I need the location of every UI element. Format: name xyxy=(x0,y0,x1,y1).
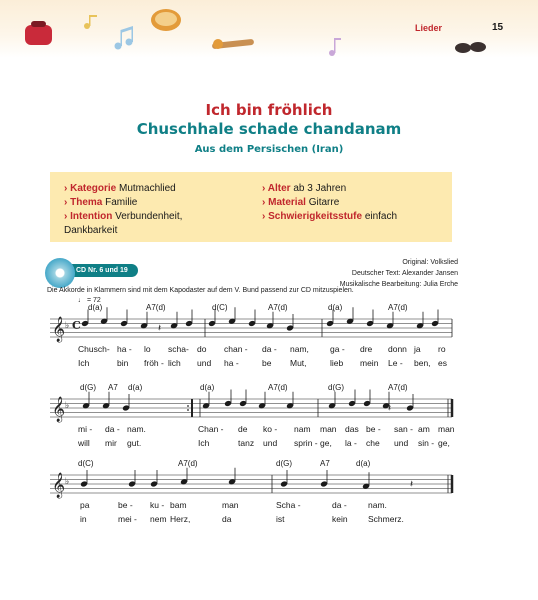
chord-symbol: A7(d) xyxy=(146,303,166,312)
lyric-verse2: lich xyxy=(168,358,181,368)
lyric-verse1: ku - xyxy=(150,500,165,510)
lyric-verse1: dre xyxy=(360,344,373,354)
repeat-dot xyxy=(187,409,189,411)
lyric-verse2: es xyxy=(438,358,447,368)
lyric-verse2: sin - xyxy=(418,438,435,448)
chord-symbol: d(G) xyxy=(328,383,344,392)
lyric-verse2: la - xyxy=(345,438,357,448)
chord-symbol: d(a) xyxy=(356,459,371,468)
lyric-verse1: Scha - xyxy=(276,500,301,510)
lyric-verse1: de xyxy=(238,424,248,434)
lyric-verse1: be - xyxy=(118,500,133,510)
info-schwierigkeit: › Schwierigkeitsstufe einfach xyxy=(262,210,397,223)
song-title-original: Chuschhale schade chandanam xyxy=(136,120,402,138)
time-signature: C xyxy=(72,319,81,332)
repeat-dot xyxy=(187,405,189,407)
cd-track-label: CD Nr. 6 und 19 xyxy=(62,264,138,277)
lyric-verse1: nam, xyxy=(290,344,309,354)
lyric-verse1: da - xyxy=(262,344,277,354)
lyric-verse1: nam. xyxy=(368,500,387,510)
lyric-verse2: in xyxy=(80,514,87,524)
lyric-verse1: das xyxy=(345,424,359,434)
treble-clef: 𝄞 xyxy=(52,317,66,342)
lyric-verse2: und xyxy=(263,438,278,448)
lyric-verse2: Ich xyxy=(78,358,90,368)
lyric-verse1: Chan - xyxy=(198,424,224,434)
song-origin: Aus dem Persischen (Iran) xyxy=(194,144,344,155)
chord-symbol: d(C) xyxy=(78,459,94,468)
chord-symbol: A7(d) xyxy=(268,383,288,392)
lyric-verse2: be xyxy=(262,358,272,368)
lyric-verse1: nam xyxy=(294,424,311,434)
chord-symbol: A7 xyxy=(320,459,330,468)
song-credits: Original: Volkslied Deutscher Text: Alexander Jansen Musikalische Bearbeitung: Julia Erche xyxy=(339,259,458,288)
lyric-verse2: lieb xyxy=(330,358,344,368)
lyric-verse1: ja xyxy=(414,344,421,354)
lyric-verse1: ha - xyxy=(117,344,132,354)
flat-key-signature: ♭ xyxy=(65,477,70,487)
lyric-verse1: Chusch- xyxy=(78,344,110,354)
lyric-verse1: da - xyxy=(105,424,120,434)
lyric-verse2: ge, xyxy=(438,438,450,448)
lyric-verse1: am xyxy=(418,424,430,434)
lyric-verse1: man xyxy=(222,500,239,510)
lyric-verse1: san - xyxy=(394,424,413,434)
lyric-verse1: scha- xyxy=(168,344,189,354)
lyric-verse1: nam. xyxy=(127,424,146,434)
chord-symbol: A7 xyxy=(108,383,118,392)
info-kategorie: › Kategorie Mutmachlied xyxy=(64,182,176,195)
chord-symbol: d(G) xyxy=(80,383,96,392)
rest-symbol: 𝄽 xyxy=(388,403,392,414)
lyric-verse2: ge, xyxy=(320,438,332,448)
lyric-verse2: mir xyxy=(105,438,117,448)
lyric-verse2: kein xyxy=(332,514,348,524)
lyric-verse2: che xyxy=(366,438,380,448)
rest-symbol: 𝄽 xyxy=(158,323,162,334)
lyric-verse1: chan - xyxy=(224,344,248,354)
lyric-verse2: gut. xyxy=(127,438,142,448)
lyric-verse1: ko - xyxy=(263,424,278,434)
lyric-verse1: da - xyxy=(332,500,347,510)
flat-key-signature: ♭ xyxy=(65,401,70,411)
info-intention: › Intention Verbundenheit, xyxy=(64,210,182,223)
chord-symbol: d(a) xyxy=(328,303,343,312)
lyric-verse2: Le - xyxy=(388,358,403,368)
lyric-verse2: ist xyxy=(276,514,285,524)
lyric-verse1: donn xyxy=(388,344,407,354)
page-number: 15 xyxy=(492,22,504,33)
lyric-verse1: ga - xyxy=(330,344,345,354)
lyric-verse2: und xyxy=(394,438,409,448)
lyric-verse2: Ich xyxy=(198,438,210,448)
lyric-verse2: ha - xyxy=(224,358,239,368)
capo-note: Die Akkorde in Klammern sind mit dem Kapodaster auf dem V. Bund passend zur CD mitzuspielen. xyxy=(47,287,354,294)
lyric-verse2: da xyxy=(222,514,232,524)
info-material: › Material Gitarre xyxy=(262,196,339,209)
song-title-german: Ich bin fröhlich xyxy=(205,101,333,119)
lyric-verse2: und xyxy=(197,358,212,368)
tempo-marking: ♩ = 72 xyxy=(78,297,101,304)
flat-key-signature: ♭ xyxy=(65,321,70,331)
section-label: Lieder xyxy=(415,23,443,33)
lyric-verse1: be - xyxy=(366,424,381,434)
chord-symbol: d(C) xyxy=(212,303,228,312)
lyric-verse1: man xyxy=(320,424,337,434)
lyric-verse2: Herz, xyxy=(170,514,191,524)
treble-clef: 𝄞 xyxy=(52,473,66,498)
lyric-verse2: Mut, xyxy=(290,358,307,368)
chord-symbol: A7(d) xyxy=(388,303,408,312)
lyric-verse2: will xyxy=(78,438,90,448)
info-intention-cont: Dankbarkeit xyxy=(64,225,118,236)
lyric-verse1: ro xyxy=(438,344,446,354)
lyric-verse1: do xyxy=(197,344,207,354)
lyric-verse2: tanz xyxy=(238,438,255,448)
lyric-verse2: mei - xyxy=(118,514,137,524)
lyric-verse2: nem xyxy=(150,514,167,524)
chord-symbol: A7(d) xyxy=(268,303,288,312)
lyric-verse1: pa xyxy=(80,500,90,510)
treble-clef: 𝄞 xyxy=(52,397,66,422)
chord-symbol: A7(d) xyxy=(178,459,198,468)
chord-symbol: d(a) xyxy=(128,383,143,392)
lyric-verse1: bam xyxy=(170,500,187,510)
info-alter: › Alter ab 3 Jahren xyxy=(262,182,346,195)
rest-symbol: 𝄽 xyxy=(410,479,414,490)
chord-symbol: d(G) xyxy=(276,459,292,468)
lyric-verse1: lo xyxy=(144,344,151,354)
info-thema: › Thema Familie xyxy=(64,196,137,209)
chord-symbol: d(a) xyxy=(88,303,103,312)
chord-symbol: d(a) xyxy=(200,383,215,392)
lyric-verse1: mi - xyxy=(78,424,93,434)
lyric-verse2: sprin - xyxy=(294,438,318,448)
lyric-verse2: mein xyxy=(360,358,379,368)
lyric-verse2: ben, xyxy=(414,358,431,368)
lyric-verse2: bin xyxy=(117,358,129,368)
lyric-verse2: fröh - xyxy=(144,358,164,368)
lyric-verse1: man xyxy=(438,424,455,434)
lyric-verse2: Schmerz. xyxy=(368,514,404,524)
chord-symbol: A7(d) xyxy=(388,383,408,392)
